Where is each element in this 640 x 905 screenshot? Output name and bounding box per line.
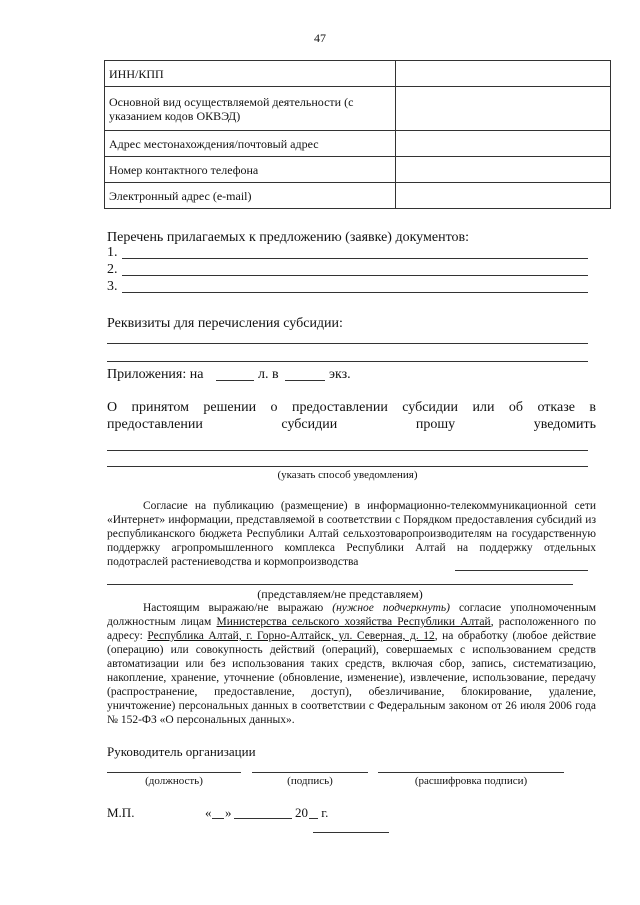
date-close-quote: » [225, 805, 232, 820]
notify-line[interactable] [107, 466, 588, 467]
consent-part: Настоящим выражаю/не выражаю [143, 602, 333, 614]
requisites-line[interactable] [107, 343, 588, 344]
table-cell-label: Основной вид осуществляемой деятельности (с указанием кодов ОКВЭД) [105, 87, 396, 131]
represent-caption: (представляем/не представляем) [257, 587, 423, 601]
notify-text: О принятом решении о предоставлении субсидии или об отказе в предоставлении субсидии прошу уведомить [107, 400, 596, 432]
table-row [105, 87, 611, 131]
ministry-name: Министерства сельского хозяйства Республики Алтай [216, 616, 491, 628]
table-row [105, 61, 611, 87]
requisites-heading: Реквизиты для перечисления субсидии: [107, 316, 343, 331]
consent-publication-line[interactable] [107, 584, 573, 585]
table-row [105, 183, 611, 209]
attachments-prefix: Приложения: на [107, 367, 204, 382]
consent-personal [107, 601, 596, 727]
head-label: Руководитель организации [107, 744, 256, 759]
table-cell-label: ИНН/КПП [105, 61, 396, 87]
doc-line[interactable] [122, 258, 588, 259]
documents-heading: Перечень прилагаемых к предложению (заявке) документов: [107, 230, 469, 245]
attachments-middle: л. в [258, 367, 279, 382]
table-cell-value[interactable] [395, 157, 610, 183]
consent-publication-text: Согласие на публикацию (размещение) в информационно-телекоммуникационной сети «Интернет» информации, представляемой в соответствии с Порядком предоставления субсидий из республиканского бюджета Республики Алтай сельхозтоваропроизводителям на государственную поддержку агропромышленного комплекса Республики Алтай на поддержку отдельных подотраслей растениеводства и кормопроизводства [107, 500, 596, 568]
sheets-field[interactable] [216, 380, 254, 381]
table-cell-value[interactable] [395, 61, 610, 87]
consent-publication [107, 499, 596, 569]
consent-part: согласие уполномоченным должностным лицам [107, 602, 596, 628]
page-number: 47 [314, 31, 326, 45]
table-row [105, 157, 611, 183]
table-cell-label: Адрес местонахождения/почтовый адрес [105, 131, 396, 157]
consent-part: , на обработку (любое действие (операцию) или совокупность действий (операций), совершаемых с использованием средств автоматизации или без использования таких средств, включая сбор, запись, систематизацию, накопление, хранение, уточнение (обновление, изменение), извлечение, использование, передачу (распространение, предоставление, доступ), обезличивание, блокирование, удаление, уничтожение) персональных данных в соответствии с Федеральным законом от 26 июля 2006 года № 152-ФЗ «О персональных данных». [107, 630, 596, 726]
position-caption: (должность) [145, 775, 203, 787]
doc-number: 2. [107, 262, 118, 277]
ministry-address: Республика Алтай, г. Горно-Алтайск, ул. Северная, д. 12 [147, 630, 435, 642]
signature-field[interactable] [252, 772, 368, 773]
signature-caption: (подпись) [287, 775, 333, 787]
date-day-field[interactable] [212, 818, 224, 819]
date-year-suffix: г. [318, 805, 329, 820]
table-cell-value[interactable] [395, 183, 610, 209]
attachments-suffix: экз. [329, 367, 351, 382]
consent-part: , расположенного по адресу: [107, 616, 596, 642]
consent-publication-field[interactable] [455, 570, 588, 571]
date-underline [313, 832, 389, 833]
doc-number: 3. [107, 279, 118, 294]
organization-info-table [104, 60, 611, 209]
signature-decode-caption: (расшифровка подписи) [414, 775, 528, 787]
table-cell-label: Электронный адрес (e-mail) [105, 183, 396, 209]
table-cell-value[interactable] [395, 131, 610, 157]
doc-line[interactable] [122, 275, 588, 276]
table-cell-value[interactable] [395, 87, 610, 131]
date-year-field[interactable] [309, 818, 318, 819]
date-year-prefix: 20 [295, 805, 308, 820]
doc-number: 1. [107, 245, 118, 260]
position-field[interactable] [107, 772, 241, 773]
signature-decode-field[interactable] [378, 772, 564, 773]
table-cell-label: Номер контактного телефона [105, 157, 396, 183]
notify-caption: (указать способ уведомления) [277, 469, 418, 481]
table-row [105, 131, 611, 157]
consent-italic: (нужное подчеркнуть) [332, 602, 450, 614]
copies-field[interactable] [285, 380, 325, 381]
stamp-label: М.П. [107, 805, 135, 820]
date-open-quote: « [205, 805, 212, 820]
date-month-field[interactable] [234, 818, 292, 819]
requisites-line[interactable] [107, 361, 588, 362]
notify-line[interactable] [107, 450, 588, 451]
doc-line[interactable] [122, 292, 588, 293]
